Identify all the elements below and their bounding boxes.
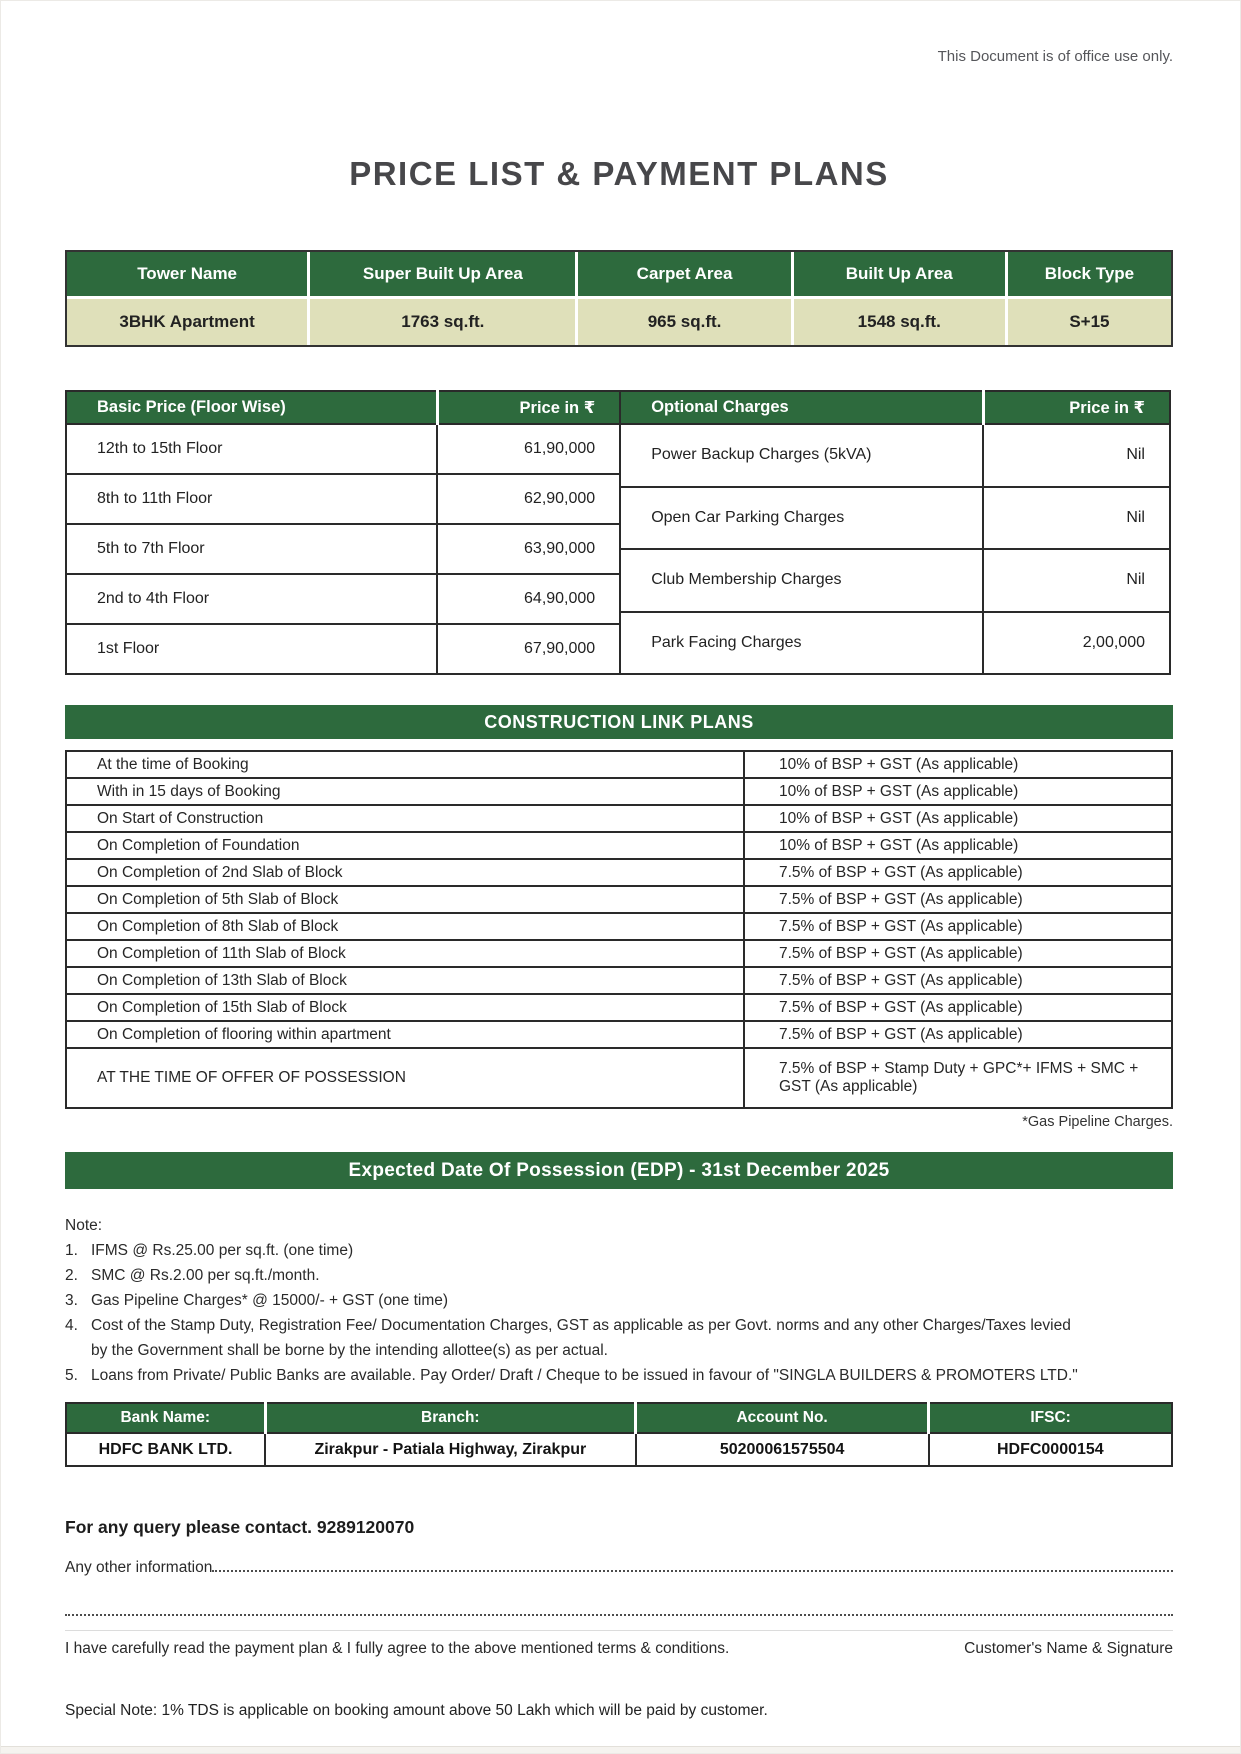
basic-price-row <box>66 424 620 474</box>
construction-plan-row <box>66 967 1172 994</box>
construction-plan-row <box>66 940 1172 967</box>
milestone-cell: On Completion of 13th Slab of Block <box>66 967 744 994</box>
note-number: 1. <box>65 1242 78 1259</box>
payment-cell: 10% of BSP + GST (As applicable) <box>744 751 1172 778</box>
payment-cell: 7.5% of BSP + GST (As applicable) <box>744 1021 1172 1048</box>
construction-plan-row <box>66 778 1172 805</box>
office-use-note: This Document is of office use only. <box>937 48 1173 65</box>
floor-range-cell: 2nd to 4th Floor <box>66 574 437 624</box>
tower-info-table <box>65 250 1173 347</box>
construction-plan-row <box>66 832 1172 859</box>
note-items <box>65 1238 1173 1388</box>
payment-cell: 10% of BSP + GST (As applicable) <box>744 778 1172 805</box>
ifsc-header: IFSC: <box>929 1403 1172 1433</box>
payment-cell: 7.5% of BSP + GST (As applicable) <box>744 886 1172 913</box>
tower-table-value-row <box>67 299 1171 345</box>
gas-pipeline-footnote: *Gas Pipeline Charges. <box>1022 1114 1173 1130</box>
special-note: Special Note: 1% TDS is applicable on booking amount above 50 Lakh which will be paid by customer. <box>65 1702 768 1719</box>
branch-cell: Zirakpur - Patiala Highway, Zirakpur <box>265 1433 636 1466</box>
charge-price-cell: Nil <box>983 549 1170 612</box>
milestone-cell: At the time of Booking <box>66 751 744 778</box>
milestone-cell: On Start of Construction <box>66 805 744 832</box>
note-text: IFMS @ Rs.25.00 per sq.ft. (one time) <box>91 1242 354 1259</box>
payment-cell: 7.5% of BSP + GST (As applicable) <box>744 994 1172 1021</box>
agreement-text: I have carefully read the payment plan & I fully agree to the above mentioned terms & conditions. <box>65 1640 730 1657</box>
tower-table-header-cell: Block Type <box>1008 252 1171 296</box>
section-divider <box>65 1630 1173 1631</box>
optional-charges-header-row <box>620 391 1170 424</box>
note-text: Loans from Private/ Public Banks are available. Pay Order/ Draft / Cheque to be issued in favour of "SINGLA BUILDERS & PROMOTERS LTD." <box>91 1367 1078 1384</box>
construction-plan-table <box>65 750 1173 1109</box>
bank-table-value-row <box>66 1433 1172 1466</box>
tower-table-value-cell: 3BHK Apartment <box>67 299 307 345</box>
floor-price-cell: 63,90,000 <box>437 524 620 574</box>
construction-link-plans-banner: CONSTRUCTION LINK PLANS <box>65 705 1173 739</box>
floor-price-cell: 67,90,000 <box>437 624 620 674</box>
milestone-cell: On Completion of 2nd Slab of Block <box>66 859 744 886</box>
contact-line: For any query please contact. 9289120070 <box>65 1517 415 1537</box>
payment-cell: 7.5% of BSP + GST (As applicable) <box>744 940 1172 967</box>
tower-table-header-row <box>67 252 1171 296</box>
optional-charge-row <box>620 424 1170 487</box>
bank-name-header: Bank Name: <box>66 1403 265 1433</box>
note-item <box>65 1363 1173 1388</box>
floor-price-cell: 64,90,000 <box>437 574 620 624</box>
milestone-cell: On Completion of flooring within apartment <box>66 1021 744 1048</box>
tower-table-value-cell: 1548 sq.ft. <box>794 299 1005 345</box>
optional-charges-table <box>619 390 1171 675</box>
note-item <box>65 1263 1173 1288</box>
page-title: PRICE LIST & PAYMENT PLANS <box>349 155 889 192</box>
agreement-row <box>65 1640 1173 1658</box>
charge-price-cell: Nil <box>983 487 1170 550</box>
construction-plan-row <box>66 886 1172 913</box>
basic-price-header-row <box>66 391 620 424</box>
construction-plan-row <box>66 994 1172 1021</box>
notes-label: Note: <box>65 1217 103 1234</box>
bank-details-table <box>65 1402 1173 1467</box>
floor-price-cell: 62,90,000 <box>437 474 620 524</box>
milestone-cell: On Completion of 8th Slab of Block <box>66 913 744 940</box>
charge-name-cell: Park Facing Charges <box>620 612 983 675</box>
branch-header: Branch: <box>265 1403 636 1433</box>
milestone-cell: AT THE TIME OF OFFER OF POSSESSION <box>66 1048 744 1108</box>
notes-section <box>65 1213 1173 1388</box>
tower-table-value-cell: 965 sq.ft. <box>578 299 790 345</box>
basic-price-row <box>66 574 620 624</box>
basic-price-row <box>66 524 620 574</box>
fill-in-dotted-line <box>212 1570 1173 1572</box>
note-text: Gas Pipeline Charges* @ 15000/- + GST (one time) <box>91 1292 449 1309</box>
payment-cell: 7.5% of BSP + GST (As applicable) <box>744 913 1172 940</box>
payment-cell: 7.5% of BSP + Stamp Duty + GPC*+ IFMS + SMC + GST (As applicable) <box>744 1048 1172 1108</box>
basic-price-header: Basic Price (Floor Wise) <box>66 391 437 424</box>
signature-label: Customer's Name & Signature <box>964 1640 1173 1657</box>
payment-cell: 10% of BSP + GST (As applicable) <box>744 805 1172 832</box>
floor-range-cell: 1st Floor <box>66 624 437 674</box>
optional-charges-price-header: Price in ₹ <box>983 391 1170 424</box>
construction-plan-row <box>66 1048 1172 1108</box>
tower-table-value-cell: 1763 sq.ft. <box>310 299 575 345</box>
charge-name-cell: Club Membership Charges <box>620 549 983 612</box>
page-bottom-edge <box>1 1746 1240 1753</box>
ifsc-cell: HDFC0000154 <box>929 1433 1172 1466</box>
tower-table-header-cell: Built Up Area <box>794 252 1005 296</box>
optional-charge-row <box>620 612 1170 675</box>
payment-cell: 7.5% of BSP + GST (As applicable) <box>744 859 1172 886</box>
construction-plan-row <box>66 859 1172 886</box>
tower-table-value-cell: S+15 <box>1008 299 1171 345</box>
note-number: 2. <box>65 1267 78 1284</box>
note-text: SMC @ Rs.2.00 per sq.ft./month. <box>91 1267 320 1284</box>
note-number: 3. <box>65 1292 78 1309</box>
charge-price-cell: 2,00,000 <box>983 612 1170 675</box>
optional-charges-header: Optional Charges <box>620 391 983 424</box>
basic-price-table <box>65 390 621 675</box>
milestone-cell: On Completion of 5th Slab of Block <box>66 886 744 913</box>
note-text: Cost of the Stamp Duty, Registration Fee/ Documentation Charges, GST as applicable as per Govt. norms and any other Charges/Taxes levied by the Government shall be borne by the intending allottee(s) as per actual. <box>91 1317 1071 1359</box>
note-item <box>65 1238 1173 1263</box>
tower-table-header-cell: Super Built Up Area <box>310 252 575 296</box>
floor-price-cell: 61,90,000 <box>437 424 620 474</box>
note-item <box>65 1313 1173 1363</box>
optional-charge-row <box>620 549 1170 612</box>
payment-cell: 10% of BSP + GST (As applicable) <box>744 832 1172 859</box>
account-no-cell: 50200061575504 <box>636 1433 929 1466</box>
other-information-label: Any other information <box>65 1559 213 1576</box>
note-item <box>65 1288 1173 1313</box>
floor-range-cell: 8th to 11th Floor <box>66 474 437 524</box>
floor-range-cell: 12th to 15th Floor <box>66 424 437 474</box>
possession-date-banner: Expected Date Of Possession (EDP) - 31st December 2025 <box>65 1152 1173 1189</box>
milestone-cell: On Completion of 15th Slab of Block <box>66 994 744 1021</box>
optional-charge-row <box>620 487 1170 550</box>
bank-table-header-row <box>66 1403 1172 1433</box>
note-number: 5. <box>65 1367 78 1384</box>
construction-plan-row <box>66 805 1172 832</box>
construction-plan-row <box>66 751 1172 778</box>
payment-cell: 7.5% of BSP + GST (As applicable) <box>744 967 1172 994</box>
floor-range-cell: 5th to 7th Floor <box>66 524 437 574</box>
basic-price-row <box>66 474 620 524</box>
construction-plan-row <box>66 913 1172 940</box>
tower-table-header-cell: Carpet Area <box>578 252 790 296</box>
fill-in-dotted-line-2 <box>65 1614 1173 1616</box>
construction-plan-row <box>66 1021 1172 1048</box>
note-number: 4. <box>65 1317 78 1334</box>
basic-price-price-header: Price in ₹ <box>437 391 620 424</box>
other-information-line <box>65 1559 1173 1577</box>
charge-name-cell: Open Car Parking Charges <box>620 487 983 550</box>
milestone-cell: With in 15 days of Booking <box>66 778 744 805</box>
milestone-cell: On Completion of Foundation <box>66 832 744 859</box>
price-tables-section <box>65 390 1173 675</box>
charge-price-cell: Nil <box>983 424 1170 487</box>
account-no-header: Account No. <box>636 1403 929 1433</box>
milestone-cell: On Completion of 11th Slab of Block <box>66 940 744 967</box>
tower-table-header-cell: Tower Name <box>67 252 307 296</box>
basic-price-row <box>66 624 620 674</box>
bank-name-cell: HDFC BANK LTD. <box>66 1433 265 1466</box>
charge-name-cell: Power Backup Charges (5kVA) <box>620 424 983 487</box>
